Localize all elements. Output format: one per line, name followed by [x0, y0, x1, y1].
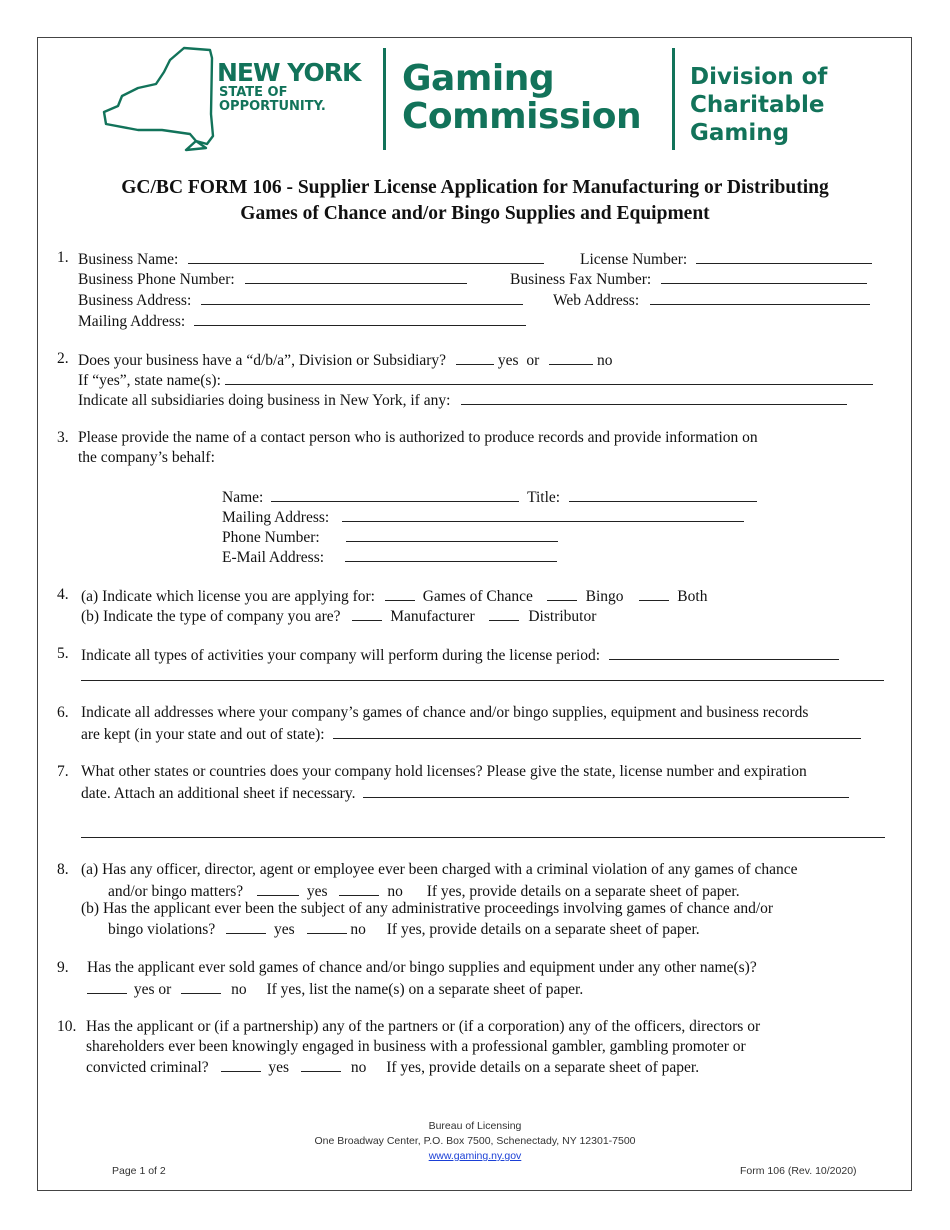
q10-no-field[interactable]	[301, 1056, 341, 1072]
manufacturer-checkbox[interactable]	[352, 605, 382, 621]
business-fax-label: Business Fax Number:	[510, 271, 652, 288]
q5-activities-line-2[interactable]	[81, 680, 884, 681]
form-title-line-1: GC/BC FORM 106 - Supplier License Application for Manufacturing or Distributing	[121, 177, 829, 198]
games-of-chance-label: Games of Chance	[422, 588, 533, 605]
q2-if-yes-row	[78, 369, 873, 391]
manufacturer-label: Manufacturer	[390, 608, 475, 625]
q1-phone-row	[78, 268, 467, 290]
q2-or-label: or	[526, 352, 540, 369]
q1-web-row	[553, 289, 870, 311]
q4-b-label: (b) Indicate the type of company you are?	[81, 608, 341, 625]
q1-mailing-row	[78, 310, 526, 332]
q10-line-1: Has the applicant or (if a partnership) any of the partners or (if a corporation) any of the officers, directors or	[86, 1018, 761, 1035]
q9-yes-field[interactable]	[87, 978, 127, 994]
q5-row	[81, 644, 839, 666]
business-address-label: Business Address:	[78, 292, 192, 309]
footer-website-row	[40, 1150, 910, 1162]
q2-subsidiaries-row	[78, 389, 847, 411]
q3-name-row	[222, 486, 757, 508]
q1-address-row	[78, 289, 523, 311]
games-of-chance-checkbox[interactable]	[385, 585, 415, 601]
q4-a-label: (a) Indicate which license you are applying for:	[81, 588, 375, 605]
q2-subsidiaries-label: Indicate all subsidiaries doing business in New York, if any:	[78, 392, 451, 409]
business-phone-field[interactable]	[245, 268, 467, 284]
q2-question-row	[78, 349, 613, 371]
contact-mailing-field[interactable]	[342, 506, 744, 522]
footer-bureau: Bureau of Licensing	[428, 1120, 522, 1132]
distributor-checkbox[interactable]	[489, 605, 519, 621]
q8-a-yes-label: yes	[306, 883, 328, 900]
q6-line-1: Indicate all addresses where your company’s games of chance and/or bingo supplies, equipment and business records	[81, 704, 809, 721]
contact-phone-label: Phone Number:	[222, 529, 320, 546]
license-number-field[interactable]	[696, 248, 872, 264]
q3-email-row	[222, 546, 557, 568]
q8-a-line-1: (a) Has any officer, director, agent or employee ever been charged with a criminal violation of any games of chance	[81, 861, 798, 878]
logo-commission: Commission	[402, 96, 642, 137]
logo-gaming-division: Gaming	[690, 120, 790, 146]
contact-title-label: Title:	[527, 489, 561, 506]
q9-row-2	[87, 978, 583, 1000]
q6-number: 6.	[57, 704, 69, 721]
q2-number: 2.	[57, 350, 69, 367]
q10-yes-field[interactable]	[221, 1056, 261, 1072]
q6-row-2	[81, 723, 861, 745]
logo-division-of: Division of	[690, 64, 828, 90]
q2-no-label: no	[597, 352, 613, 369]
logo-gaming: Gaming	[402, 58, 555, 99]
q2-names-field[interactable]	[225, 369, 873, 385]
logo-opportunity: OPPORTUNITY.	[219, 99, 326, 114]
q4-a-row	[81, 585, 707, 607]
business-phone-label: Business Phone Number:	[78, 271, 235, 288]
mailing-address-label: Mailing Address:	[78, 313, 186, 330]
q2-yes-label: yes	[497, 352, 519, 369]
logo-divider	[383, 48, 386, 150]
footer-page-number: Page 1 of 2	[112, 1165, 166, 1177]
q2-subsidiaries-field[interactable]	[461, 389, 847, 405]
contact-title-field[interactable]	[569, 486, 757, 502]
q4-number: 4.	[57, 586, 69, 603]
web-address-field[interactable]	[650, 289, 870, 305]
q1-business-name-row	[78, 248, 544, 270]
contact-name-label: Name:	[222, 489, 264, 506]
business-fax-field[interactable]	[661, 268, 867, 284]
q3-line-1: Please provide the name of a contact person who is authorized to produce records and provide information on	[78, 429, 758, 446]
q9-no-field[interactable]	[181, 978, 221, 994]
q5-number: 5.	[57, 645, 69, 662]
logo-divider-2	[672, 48, 675, 150]
logo-new-york: NEW YORK	[217, 58, 361, 87]
q1-fax-row	[510, 268, 867, 290]
q8-a-no-label: no	[387, 883, 403, 900]
q7-licenses-field[interactable]	[363, 782, 849, 798]
q8-b-yes-field[interactable]	[226, 918, 266, 934]
footer-address: One Broadway Center, P.O. Box 7500, Schenectady, NY 12301-7500	[314, 1135, 636, 1147]
q9-details: If yes, list the name(s) on a separate sheet of paper.	[266, 981, 584, 998]
q3-phone-row	[222, 526, 558, 548]
q3-number: 3.	[57, 429, 69, 446]
contact-mailing-label: Mailing Address:	[222, 509, 330, 526]
both-checkbox[interactable]	[639, 585, 669, 601]
business-name-label: Business Name:	[78, 251, 179, 268]
q5-text: Indicate all types of activities your company will perform during the license period:	[81, 647, 601, 664]
distributor-label: Distributor	[528, 608, 597, 625]
logo-charitable: Charitable	[690, 92, 825, 118]
q3-mailing-row	[222, 506, 744, 528]
q8-a-line-2: and/or bingo matters?	[108, 883, 244, 900]
bingo-label: Bingo	[585, 588, 624, 605]
q3-line-2: the company’s behalf:	[78, 449, 215, 466]
contact-email-label: E-Mail Address:	[222, 549, 325, 566]
q2-no-field[interactable]	[549, 349, 593, 365]
both-label: Both	[677, 588, 708, 605]
q10-no-label: no	[350, 1059, 367, 1076]
q9-line-1: Has the applicant ever sold games of chance and/or bingo supplies and equipment under any other name(s)?	[87, 959, 757, 976]
q8-b-line-1: (b) Has the applicant ever been the subject of any administrative proceedings involving games of chance and/or	[81, 900, 774, 917]
q7-line-1: What other states or countries does your company hold licenses? Please give the state, license number and expiration	[81, 763, 807, 780]
q6-addresses-field[interactable]	[333, 723, 861, 739]
q8-b-no-field[interactable]	[307, 918, 347, 934]
q7-row-2	[81, 782, 849, 804]
footer-form-revision: Form 106 (Rev. 10/2020)	[740, 1165, 857, 1177]
business-address-field[interactable]	[201, 289, 523, 305]
contact-phone-field[interactable]	[346, 526, 558, 542]
contact-email-field[interactable]	[345, 546, 557, 562]
logo-state-of: STATE OF	[219, 85, 288, 100]
q8-b-line-2: bingo violations?	[108, 921, 216, 938]
q2-yes-field[interactable]	[456, 349, 494, 365]
web-address-label: Web Address:	[553, 292, 640, 309]
q8-a-details: If yes, provide details on a separate sheet of paper.	[426, 883, 740, 900]
q8-b-yes-label: yes	[273, 921, 295, 938]
q8-a-yes-field[interactable]	[257, 880, 299, 896]
q8-b-no-label: no	[350, 921, 366, 938]
q9-no-label: no	[231, 981, 247, 998]
q7-line-2: date. Attach an additional sheet if necessary.	[81, 785, 356, 802]
q9-yes-or-label: yes or	[133, 981, 172, 998]
business-name-field[interactable]	[188, 248, 544, 264]
contact-name-field[interactable]	[271, 486, 519, 502]
q6-line-2: are kept (in your state and out of state):	[81, 726, 325, 743]
q10-number: 10.	[57, 1018, 77, 1035]
q10-row-3	[86, 1056, 699, 1078]
form-title-line-2: Games of Chance and/or Bingo Supplies and Equipment	[240, 203, 710, 224]
q10-yes-label: yes	[268, 1059, 290, 1076]
q1-number: 1.	[57, 249, 69, 266]
q2-if-yes-label: If “yes”, state name(s):	[78, 372, 221, 389]
q8-a-no-field[interactable]	[339, 880, 379, 896]
q8-b-row-2	[108, 918, 700, 940]
q4-b-row	[81, 605, 596, 627]
q8-number: 8.	[57, 861, 69, 878]
q5-activities-field[interactable]	[609, 644, 839, 660]
q10-line-2: shareholders ever been knowingly engaged in business with a professional gambler, gambling promoter or	[86, 1038, 746, 1055]
bingo-checkbox[interactable]	[547, 585, 577, 601]
q9-number: 9.	[57, 959, 69, 976]
q7-licenses-line-2[interactable]	[81, 837, 885, 838]
q8-b-details: If yes, provide details on a separate sheet of paper.	[386, 921, 700, 938]
q2-question: Does your business have a “d/b/a”, Division or Subsidiary?	[78, 352, 447, 369]
new-york-state-outline-icon	[98, 44, 216, 152]
q7-number: 7.	[57, 763, 69, 780]
q1-license-row	[580, 248, 872, 270]
mailing-address-field[interactable]	[194, 310, 526, 326]
q10-details: If yes, provide details on a separate sheet of paper.	[386, 1059, 700, 1076]
footer-website-link[interactable]: www.gaming.ny.gov	[428, 1150, 522, 1162]
license-number-label: License Number:	[580, 251, 688, 268]
q10-line-3: convicted criminal?	[86, 1059, 209, 1076]
